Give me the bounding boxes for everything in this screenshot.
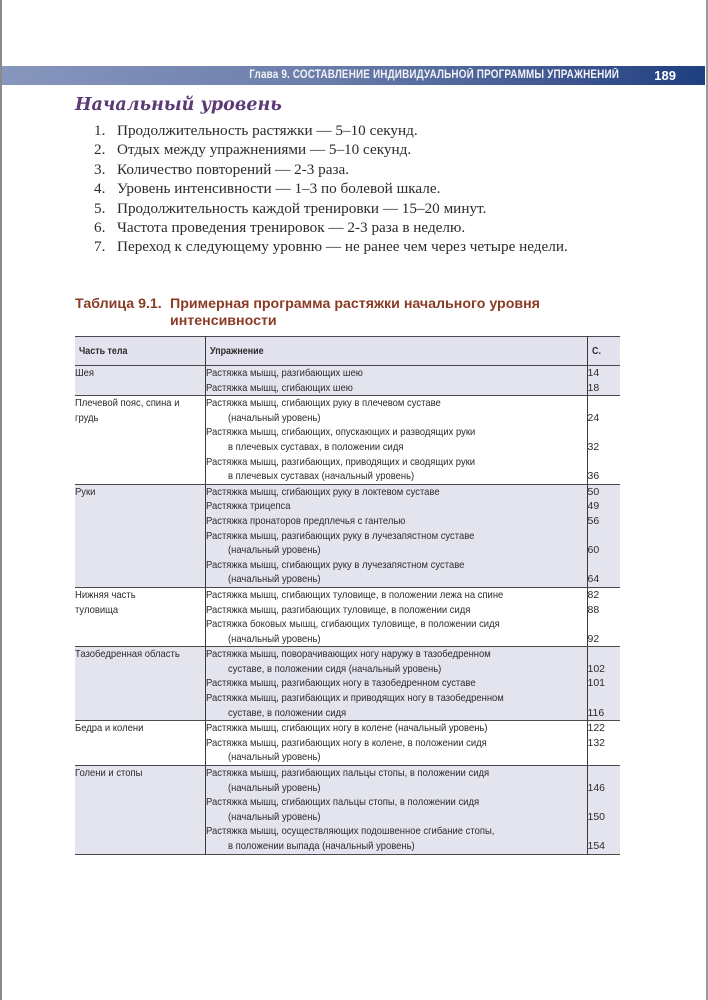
exercise-text: суставе, в положении сидя (начальный уровень) [227,662,441,675]
exercise-text: (начальный уровень) [227,810,321,823]
item-text: Уровень интенсивности — 1–3 по болевой шкале. [117,180,441,198]
exercise-text: Растяжка мышц, разгибающих руку в лучезапястном суставе [205,529,474,542]
page-cell [587,721,620,766]
item-text: Переход к следующему уровню — не ранее чем через четыре недели. [117,238,568,256]
exercise-text: (начальный уровень) [227,751,321,764]
page-number: 189 [654,68,676,83]
exercise-text: Растяжка мышц, сгибающих пальцы стопы, в положении сидя [205,796,479,809]
list-item [94,160,568,179]
table-row [75,721,620,766]
exercise-cell [205,647,587,721]
page-reference [588,647,621,662]
page-reference: 122 [587,722,606,735]
exercise-text: Растяжка мышц, сгибающих руку в локтевом суставе [205,485,440,498]
exercise-text: Растяжка мышц, сгибающих ногу в колене (начальный уровень) [205,722,488,735]
table-row [75,366,620,396]
page-reference: 102 [587,662,606,675]
exercise-text: в плечевых суставах (начальный уровень) [227,470,414,483]
list-item [94,218,568,237]
exercise-text: Растяжка мышц, сгибающих руку в плечевом суставе [205,397,441,410]
section-title: Начальный уровень [75,95,282,115]
page-reference: 56 [587,514,600,527]
table-row [75,587,620,646]
list-item [94,179,568,198]
page-cell [587,366,620,396]
exercise-text: Растяжка пронаторов предплечья с гантелью [205,514,405,527]
stretch-program-table [75,336,620,855]
exercise-text: Растяжка мышц, поворачивающих ногу наружу в тазобедренном [205,648,491,661]
body-part-cell [75,396,205,485]
table-row [75,647,620,721]
exercise-text: суставе, в положении сидя [227,706,346,719]
page-reference: 60 [587,544,600,557]
exercise-text: Растяжка трицепса [205,500,290,513]
page-reference: 88 [587,603,600,616]
item-number: 3. [94,160,106,178]
page-reference [588,795,621,810]
exercise-text: Растяжка мышц, осуществляющих подошвенное сгибание стопы, [205,825,494,838]
list-item [94,237,568,256]
column-header-page: С. [587,337,620,366]
table-row [75,766,620,855]
page-reference: 92 [587,632,600,645]
exercise-text: (начальный уровень) [227,544,321,557]
body-part-cell [75,721,205,766]
column-header-exercise: Упражнение [205,337,587,366]
page-reference: 18 [587,381,600,394]
exercise-text: (начальный уровень) [227,632,321,645]
page-reference [588,824,621,839]
body-part-text: Руки [75,485,96,498]
item-number: 7. [94,238,106,256]
page-reference: 36 [587,470,600,483]
body-part-cell [75,766,205,855]
page-reference: 150 [587,810,606,823]
exercise-text: в плечевых суставах, в положении сидя [227,440,403,453]
exercise-cell [205,721,587,766]
body-part-text: Плечевой пояс, спина и [75,397,180,410]
body-part-text: грудь [75,411,99,424]
page-cell [587,484,620,587]
exercise-text: Растяжка мышц, разгибающих ногу в колене, в положении сидя [205,736,487,749]
page-cell [587,766,620,855]
item-number: 5. [94,199,106,217]
table-row [75,396,620,485]
item-number: 1. [94,122,106,139]
exercise-cell [205,484,587,587]
exercise-text: Растяжка мышц, сгибающих туловище, в положении лежа на спине [205,588,503,601]
exercise-text: Растяжка боковых мышц, сгибающих туловище, в положении сидя [205,618,500,631]
body-part-cell [75,484,205,587]
body-part-text: Нижняя часть [75,588,136,601]
page-cell [587,647,620,721]
exercise-text: Растяжка мышц, сгибающих руку в лучезапястном суставе [205,558,464,571]
table-body [75,366,620,855]
exercise-text: в положении выпада (начальный уровень) [227,840,415,852]
body-part-cell [75,647,205,721]
exercise-text: Растяжка мышц, разгибающих пальцы стопы, в положении сидя [205,767,489,780]
page-reference: 116 [587,706,605,719]
page-reference [588,617,621,632]
page-reference [588,691,621,706]
item-number: 4. [94,180,106,198]
body-part-cell [75,366,205,396]
item-text: Продолжительность каждой тренировки — 15–20 минут. [117,199,487,217]
running-header [2,66,705,85]
table-caption [75,296,615,330]
page-reference: 32 [587,440,600,453]
page-edge-left [0,0,2,1000]
page-reference [588,750,621,765]
table-caption-line1: Примерная программа растяжки начального уровня [170,296,540,312]
column-header-body-part: Часть тела [75,337,205,366]
table-caption-label: Таблица 9.1. [75,296,162,312]
page-reference [588,396,621,411]
page-cell [587,396,620,485]
page-reference [588,455,621,470]
page-reference: 82 [587,588,600,601]
body-part-text: Бедра и колени [75,722,144,735]
table-caption-line2: интенсивности [170,313,277,329]
exercise-cell [205,766,587,855]
page-cell [587,587,620,646]
item-text: Продолжительность растяжки — 5–10 секунд. [117,122,418,139]
table-row [75,484,620,587]
chapter-title: Глава 9. СОСТАВЛЕНИЕ ИНДИВИДУАЛЬНОЙ ПРОГРАММЫ УПРАЖНЕНИЙ [249,69,619,81]
item-number: 6. [94,218,106,236]
item-text: Количество повторений — 2-3 раза. [117,160,350,178]
exercise-text: (начальный уровень) [227,411,321,424]
list-item [94,199,568,218]
body-part-text: Голени и стопы [75,767,143,780]
page-reference: 64 [587,573,600,586]
item-number: 2. [94,141,106,159]
exercise-text: (начальный уровень) [227,781,321,794]
table-header-row [75,337,620,366]
page-reference: 50 [587,485,600,498]
list-item [94,140,568,159]
page-reference: 14 [587,367,600,379]
exercise-cell [205,587,587,646]
body-part-text: Тазобедренная область [75,648,180,661]
list-item [94,121,568,140]
body-part-text: Шея [75,367,95,379]
exercise-cell [205,396,587,485]
page-reference: 49 [587,500,600,513]
level-parameters-list [94,121,568,257]
page-reference: 132 [587,736,606,749]
exercise-text: Растяжка мышц, разгибающих, приводящих и сводящих руки [205,455,475,468]
page-reference [588,766,621,781]
exercise-text: Растяжка мышц, сгибающих шею [205,381,353,394]
item-text: Частота проведения тренировок — 2-3 раза в неделю. [117,218,466,236]
page-reference [588,425,621,440]
page-reference: 101 [587,677,606,690]
page-reference [588,558,621,573]
body-part-text: туловища [75,603,119,616]
exercise-text: Растяжка мышц, разгибающих туловище, в положении сидя [205,603,470,616]
body-part-cell [75,587,205,646]
page-reference [588,529,621,544]
exercise-text: (начальный уровень) [227,573,321,586]
exercise-text: Растяжка мышц, разгибающих шею [205,367,363,379]
page-reference: 146 [587,781,606,794]
exercise-cell [205,366,587,396]
item-text: Отдых между упражнениями — 5–10 секунд. [117,141,412,159]
page-reference: 24 [587,411,600,424]
page-reference: 154 [587,840,606,852]
exercise-text: Растяжка мышц, сгибающих, опускающих и разводящих руки [205,426,475,439]
exercise-text: Растяжка мышц, разгибающих ногу в тазобедренном суставе [205,677,476,690]
exercise-text: Растяжка мышц, разгибающих и приводящих ногу в тазобедренном [205,692,504,705]
